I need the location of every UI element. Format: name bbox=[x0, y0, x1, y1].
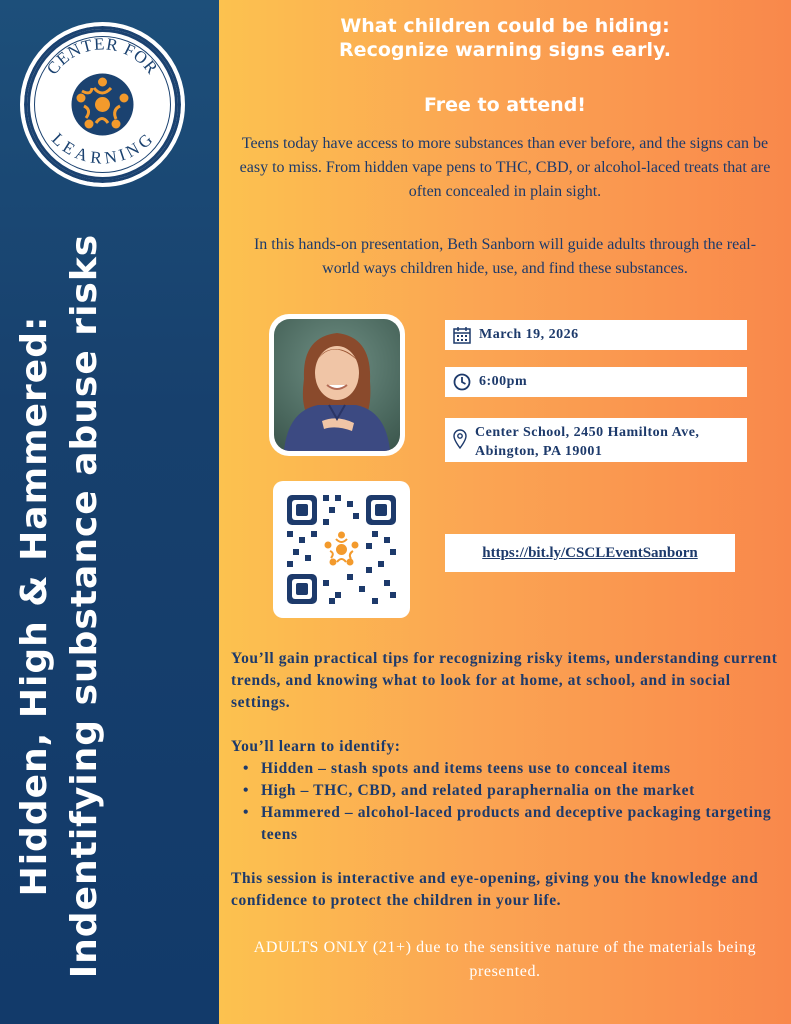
clock-icon bbox=[453, 373, 471, 391]
adults-only-label: ADULTS ONLY (21+) bbox=[253, 939, 412, 956]
event-link[interactable]: https://bit.ly/CSCLEventSanborn bbox=[482, 544, 698, 561]
event-location bbox=[445, 418, 747, 462]
logo-text-bottom: LEARNING bbox=[48, 129, 157, 168]
event-link-box bbox=[445, 534, 735, 572]
qr-code[interactable] bbox=[273, 481, 410, 618]
vertical-title-line2: Indentifying substance abuse risks bbox=[64, 233, 105, 979]
headline-line2: Recognize warning signs early. bbox=[339, 39, 671, 61]
list-item: • High – THC, CBD, and related paraphernalia on the market bbox=[231, 780, 787, 802]
body-text bbox=[231, 648, 787, 934]
event-location-line2: Abington, PA 19001 bbox=[475, 444, 603, 459]
learn-heading: You’ll learn to identify: bbox=[231, 738, 401, 755]
event-time bbox=[445, 367, 747, 397]
event-date bbox=[445, 320, 747, 350]
adults-only-rest: due to the sensitive nature of the materials being presented. bbox=[411, 939, 757, 980]
main-panel bbox=[219, 0, 791, 1024]
intro-paragraph-2: In this hands-on presentation, Beth Sanborn will guide adults through the real-world ways children hide, use, and find these substances. bbox=[253, 236, 757, 277]
event-time-text: 6:00pm bbox=[479, 374, 528, 389]
center-for-learning-logo bbox=[20, 22, 185, 187]
speaker-photo bbox=[269, 314, 405, 456]
location-pin-icon bbox=[453, 429, 467, 449]
list-item: • Hammered – alcohol-laced products and deceptive packaging targeting teens bbox=[231, 802, 787, 846]
sidebar bbox=[0, 0, 219, 1024]
logo-text-top: CENTER FOR bbox=[42, 34, 163, 79]
adults-only-notice bbox=[249, 936, 761, 984]
vertical-title-line1: Hidden, High & Hammered: bbox=[14, 315, 55, 897]
svg-text:CENTER FOR bbox=[43, 34, 162, 78]
event-date-text: March 19, 2026 bbox=[479, 327, 579, 342]
learn-list bbox=[231, 758, 787, 846]
headline bbox=[219, 14, 791, 62]
calendar-icon bbox=[453, 326, 471, 344]
closing-paragraph: This session is interactive and eye-opening, giving you the knowledge and confidence to protect the children in your life. bbox=[231, 870, 759, 909]
list-item: • Hidden – stash spots and items teens use to conceal items bbox=[231, 758, 787, 780]
vertical-title bbox=[10, 196, 210, 1016]
intro-paragraph-1: Teens today have access to more substances than ever before, and the signs can be easy to miss. From hidden vape pens to THC, CBD, or alcohol-laced treats that are often concealed in plain sight. bbox=[239, 135, 771, 200]
people-circle-logo-icon bbox=[24, 26, 181, 183]
free-to-attend: Free to attend! bbox=[424, 94, 586, 116]
event-location-line1: Center School, 2450 Hamilton Ave, bbox=[475, 425, 700, 440]
headline-line1: What children could be hiding: bbox=[340, 15, 670, 37]
gain-paragraph: You’ll gain practical tips for recognizing risky items, understanding current trends, and knowing what to look for at home, at school, and in social settings. bbox=[231, 650, 778, 711]
